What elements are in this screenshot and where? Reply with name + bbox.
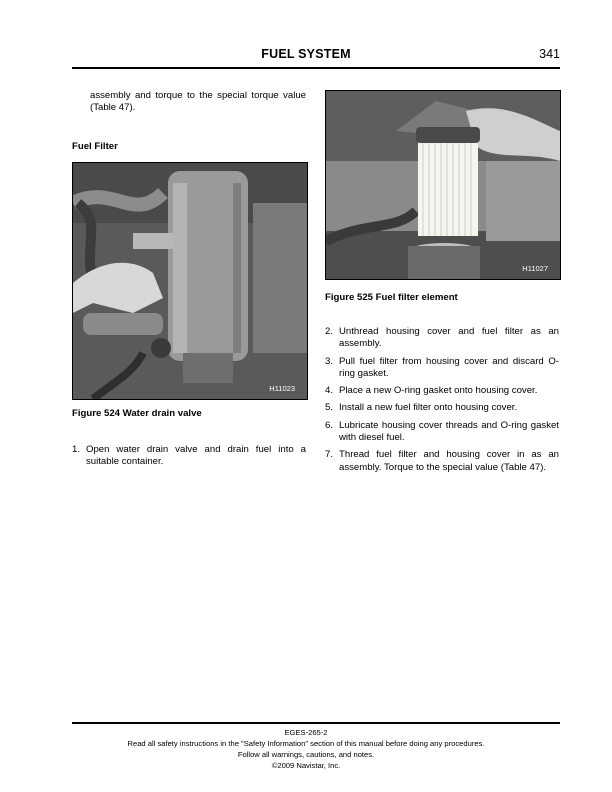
step-item (325, 449, 559, 474)
step-text: Lubricate housing cover threads and O-ring gasket with diesel fuel. (339, 419, 559, 444)
step-number: 2. (325, 326, 334, 337)
footer-warnings-line: Follow all warnings, cautions, and notes. (237, 750, 375, 759)
step-number: 5. (325, 402, 334, 414)
step-item (325, 326, 559, 351)
figure-525-caption: Figure 525 Fuel filter element (325, 292, 458, 303)
footer-copyright: ©2009 Navistar, Inc. (271, 761, 341, 770)
header-rule (72, 67, 560, 69)
figure-code: H11027 (522, 264, 548, 273)
step-text: Place a new O-ring gasket onto housing cover. (339, 385, 538, 397)
water-drain-valve-illustration (73, 163, 307, 399)
figure-code: H11023 (269, 384, 295, 393)
step-text: Install a new fuel filter onto housing cover. (339, 402, 518, 414)
intro-paragraph: assembly and torque to the special torque value (Table 47). (90, 90, 306, 114)
figure-fuel-filter-element-photo (325, 90, 561, 280)
step-text: Thread fuel filter and housing cover in as an assembly. Torque to the special value (Table 47). (339, 449, 559, 473)
step-item (325, 402, 559, 414)
step-text: Pull fuel filter from housing cover and discard O-ring gasket. (339, 355, 559, 379)
step-text: Unthread housing cover and fuel filter as an assembly. (339, 326, 559, 350)
right-step-list (325, 326, 559, 479)
step-item (72, 444, 306, 469)
step-number: 3. (325, 355, 334, 367)
step-number: 4. (325, 385, 334, 397)
figure-524-caption: Figure 524 Water drain valve (72, 408, 202, 419)
footer-rule (72, 722, 560, 724)
step-item (325, 385, 559, 397)
footer-safety-line: Read all safety instructions in the "Safety Information" section of this manual before doing any procedures. (127, 739, 485, 748)
fuel-filter-element-illustration (326, 91, 560, 279)
page-number: 341 (539, 47, 560, 61)
figure-water-drain-valve-photo (72, 162, 308, 400)
footer-doc-id: EGES-265-2 (284, 728, 328, 737)
step-item (325, 420, 559, 445)
left-step-list (72, 444, 306, 474)
step-number: 6. (325, 419, 334, 431)
step-number: 1. (72, 444, 81, 455)
step-item (325, 356, 559, 381)
page-header-title: FUEL SYSTEM (261, 47, 351, 61)
step-number: 7. (325, 449, 334, 461)
section-heading-fuel-filter: Fuel Filter (72, 141, 118, 152)
step-text: Open water drain valve and drain fuel into a suitable container. (86, 444, 306, 468)
